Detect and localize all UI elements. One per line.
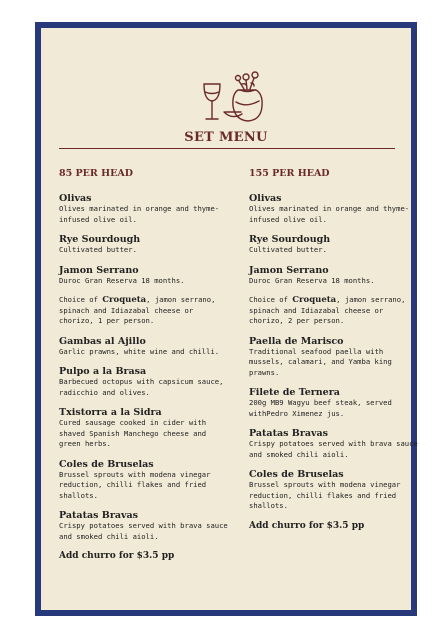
item-name: Gambas al Ajillo — [59, 335, 146, 347]
item-description — [249, 295, 419, 327]
item-description: 200g MB9 Wagyu beef steak, served withPedro Ximenez jus. — [249, 398, 392, 418]
item-name: Coles de Bruselas — [249, 469, 344, 480]
item-description: Garlic prawns, white wine and chilli. — [59, 346, 220, 356]
item-name: Paella de Marisco — [249, 335, 344, 347]
menu-item — [59, 295, 229, 327]
item-name: Jamon Serrano — [249, 264, 329, 276]
item-name: Olivas — [59, 193, 92, 204]
menu-item — [59, 407, 229, 450]
menu-item — [249, 193, 419, 225]
croqueta-label: Croqueta — [102, 295, 147, 305]
wine-glass-and-vase-illustration — [198, 68, 268, 128]
menu-item — [59, 510, 229, 542]
churro-addon: Add churro for $3.5 pp — [249, 520, 365, 531]
item-description: Cultivated butter. — [59, 245, 137, 254]
menu-item — [249, 234, 419, 256]
item-description: Brussel sprouts with modena vinegar reduction, chilli flakes and fried shallots. — [59, 469, 211, 500]
item-name: Pulpo a la Brasa — [59, 366, 147, 377]
item-name: Txistorra a la Sidra — [59, 407, 162, 418]
menu-item — [59, 459, 229, 502]
item-name: Patatas Bravas — [249, 428, 329, 439]
item-name: Filete de Ternera — [249, 387, 340, 398]
churro-addon: Add churro for $3.5 pp — [59, 551, 175, 561]
item-description: Cured sausage cooked in cider with shaved Spanish Manchego cheese and green herbs. — [59, 418, 207, 448]
item-description: Crispy potatoes served with brava sauce and smoked chili aioli. — [59, 521, 228, 541]
menu-title: SET MENU — [184, 130, 268, 145]
item-description: Cultivated butter. — [249, 245, 327, 254]
menu-column-85 — [59, 168, 229, 561]
desc-prefix: Choice of — [59, 295, 103, 304]
menu-item — [249, 336, 419, 379]
item-name: Rye Sourdough — [59, 234, 141, 245]
item-description: Olives marinated in orange and thyme-infused olive oil. — [59, 204, 220, 224]
item-name: Olivas — [249, 193, 282, 204]
item-description — [59, 295, 229, 327]
item-description: Crispy potatoes served with brava sauce and smoked chili aioli. — [249, 439, 418, 459]
menu-item — [249, 387, 419, 419]
item-description: Barbecued octopus with capsicum sauce, radicchio and olives. — [59, 377, 224, 397]
menu-item — [59, 193, 229, 225]
item-name: Patatas Bravas — [59, 510, 139, 521]
price-heading: 155 PER HEAD — [249, 168, 330, 179]
desc-suffix: , jamon serrano, spinach and Idiazabal cheese or chorizo, 2 per person. — [249, 295, 406, 325]
item-description: Duroc Gran Reserva 18 months. — [249, 275, 375, 285]
menu-item — [249, 295, 419, 327]
item-name: Coles de Bruselas — [59, 458, 154, 470]
desc-suffix: , jamon serrano, spinach and Idiazabal cheese or chorizo, 1 per person. — [59, 295, 216, 325]
menu-item — [249, 428, 419, 460]
item-name: Jamon Serrano — [59, 264, 139, 276]
item-description: Traditional seafood paella with mussels, calamari, and Yamba king prawns. — [249, 346, 392, 377]
menu-column-155 — [249, 168, 419, 531]
item-description: Olives marinated in orange and thyme-infused olive oil. — [249, 204, 410, 224]
desc-prefix: Choice of — [249, 295, 293, 304]
croqueta-label: Croqueta — [292, 295, 337, 305]
menu-item — [249, 469, 419, 512]
price-heading: 85 PER HEAD — [59, 168, 133, 179]
menu-item — [249, 265, 419, 287]
item-description: Brussel sprouts with modena vinegar reduction, chilli flakes and fried shallots. — [249, 480, 401, 510]
menu-frame — [35, 22, 417, 616]
menu-item — [59, 265, 229, 287]
menu-item — [59, 336, 229, 358]
menu-item — [59, 234, 229, 256]
title-divider — [59, 148, 395, 149]
item-name: Rye Sourdough — [249, 234, 331, 245]
menu-item — [59, 366, 229, 398]
item-description: Duroc Gran Reserva 18 months. — [59, 275, 185, 285]
